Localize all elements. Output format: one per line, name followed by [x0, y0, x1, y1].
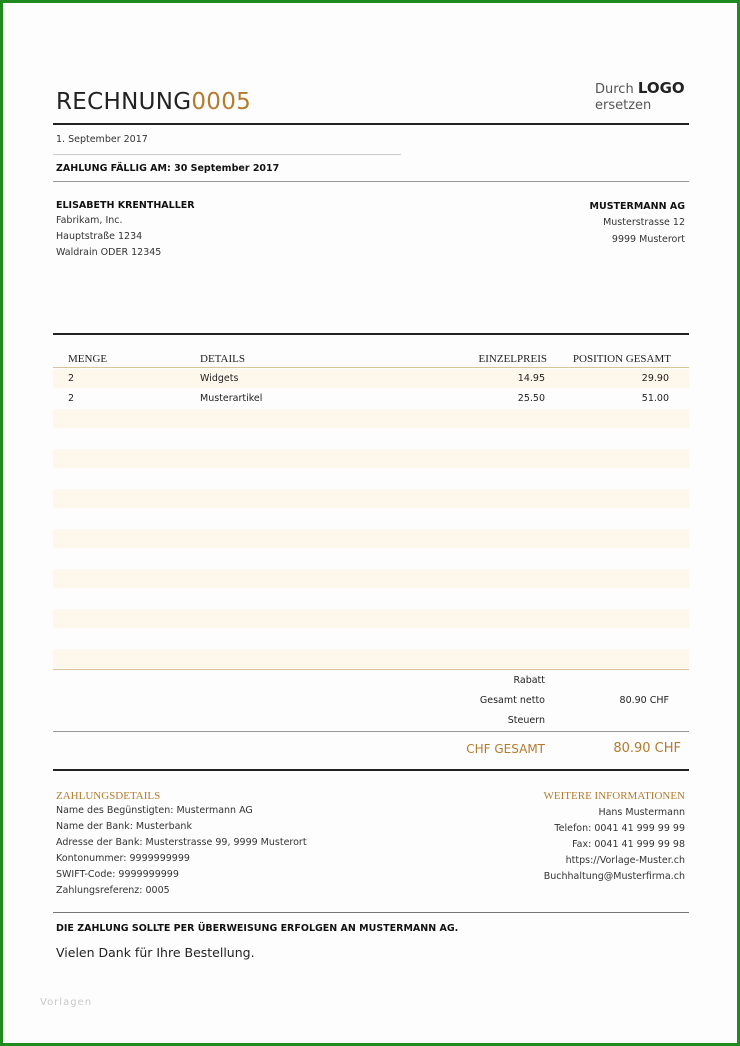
sender-city: 9999 Musterort — [611, 234, 685, 245]
totals-divider — [53, 731, 689, 732]
payment-reference: Zahlungsreferenz: 0005 — [56, 885, 170, 896]
payment-notice: DIE ZAHLUNG SOLLTE PER ÜBERWEISUNG ERFOLGEN AN MUSTERMANN AG. — [56, 923, 459, 934]
customer-city: Waldrain ODER 12345 — [56, 247, 162, 258]
table-row-band — [53, 489, 689, 508]
table-row-band — [53, 569, 689, 588]
payment-beneficiary: Name des Begünstigten: Mustermann AG — [56, 805, 253, 816]
table-bottom-divider — [53, 669, 689, 670]
row1-line-total: 29.90 — [641, 373, 669, 384]
invoice-title — [56, 89, 251, 115]
net-total-label: Gesamt netto — [479, 695, 545, 706]
info-fax: Fax: 0041 41 999 99 98 — [572, 839, 685, 850]
logo-line1: Durch — [595, 82, 634, 97]
invoice-date: 1. September 2017 — [56, 134, 148, 145]
customer-company: Fabrikam, Inc. — [56, 215, 123, 226]
payment-heading: ZAHLUNGSDETAILS — [56, 790, 161, 802]
table-row-band — [53, 529, 689, 548]
watermark-text: Vorlagen — [40, 997, 93, 1008]
payment-top-divider — [53, 769, 689, 771]
row2-line-total: 51.00 — [641, 393, 669, 404]
row2-quantity: 2 — [68, 393, 75, 404]
due-date: ZAHLUNG FÄLLIG AM: 30 September 2017 — [56, 163, 280, 174]
info-contact-name: Hans Mustermann — [598, 807, 685, 818]
due-divider — [53, 181, 689, 182]
table-row-band — [53, 649, 689, 668]
grand-total-label: CHF GESAMT — [466, 742, 545, 756]
table-row-band — [53, 409, 689, 428]
table-row-band — [53, 449, 689, 468]
customer-street: Hauptstraße 1234 — [56, 231, 143, 242]
info-heading: WEITERE INFORMATIONEN — [543, 790, 685, 802]
payment-bank-name: Name der Bank: Musterbank — [56, 821, 192, 832]
table-top-divider — [53, 333, 689, 335]
payment-account-number: Kontonummer: 9999999999 — [56, 853, 190, 864]
sender-street: Musterstrasse 12 — [603, 217, 685, 228]
invoice-title-prefix: RECHNUNG — [56, 89, 192, 115]
row2-details: Musterartikel — [200, 393, 263, 404]
table-row-band — [53, 369, 689, 388]
row1-unit-price: 14.95 — [517, 373, 545, 384]
payment-swift-code: SWIFT-Code: 9999999999 — [56, 869, 179, 880]
info-phone: Telefon: 0041 41 999 99 99 — [554, 823, 685, 834]
thank-you-message: Vielen Dank für Ihre Bestellung. — [56, 945, 255, 960]
invoice-number: 0005 — [191, 89, 252, 115]
footer-divider — [53, 912, 689, 913]
row1-details: Widgets — [200, 373, 239, 384]
sender-name: MUSTERMANN AG — [589, 201, 685, 212]
logo-placeholder — [595, 80, 685, 114]
logo-word: LOGO — [637, 79, 685, 97]
grand-total-value: 80.90 CHF — [613, 741, 681, 756]
date-divider — [53, 154, 401, 155]
discount-label: Rabatt — [513, 675, 545, 686]
row2-unit-price: 25.50 — [517, 393, 545, 404]
net-total-value: 80.90 CHF — [619, 695, 669, 706]
table-header-divider — [53, 367, 689, 368]
info-website: https://Vorlage-Muster.ch — [565, 855, 685, 866]
col-header-quantity: MENGE — [68, 353, 108, 365]
col-header-unit-price: EINZELPREIS — [478, 353, 547, 365]
header-divider — [53, 123, 689, 125]
info-email: Buchhaltung@Musterfirma.ch — [543, 871, 685, 882]
payment-bank-address: Adresse der Bank: Musterstrasse 99, 9999 Musterort — [56, 837, 307, 848]
table-row-band — [53, 609, 689, 628]
logo-line2: ersetzen — [595, 98, 652, 113]
row1-quantity: 2 — [68, 373, 75, 384]
tax-label: Steuern — [507, 715, 545, 726]
col-header-details: DETAILS — [200, 353, 245, 365]
customer-name: ELISABETH KRENTHALLER — [56, 200, 195, 211]
col-header-line-total: POSITION GESAMT — [572, 353, 671, 365]
